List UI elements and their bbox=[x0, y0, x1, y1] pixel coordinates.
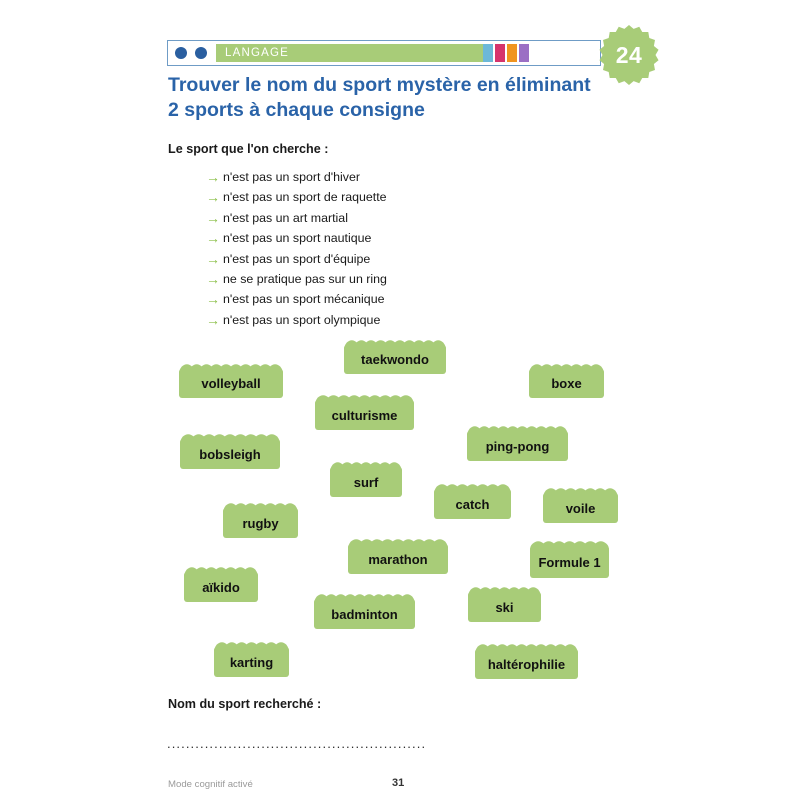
category-label: LANGAGE bbox=[225, 47, 290, 59]
sport-word-label: ski bbox=[495, 599, 514, 615]
page-title-line-2: 2 sports à chaque consigne bbox=[168, 99, 425, 121]
arrow-right-icon: → bbox=[206, 230, 220, 247]
arrow-right-icon: → bbox=[206, 189, 220, 206]
sport-word-card[interactable] bbox=[221, 506, 300, 540]
sport-word-label: taekwondo bbox=[361, 352, 429, 367]
clue-text: n'est pas un sport d'hiver bbox=[223, 170, 360, 184]
sport-word-label: boxe bbox=[551, 376, 582, 391]
header-bar bbox=[167, 40, 601, 66]
sport-word-card[interactable] bbox=[527, 367, 606, 400]
exercise-number: 24 bbox=[615, 41, 643, 68]
clue-item bbox=[206, 228, 606, 248]
arrow-right-icon: → bbox=[206, 209, 220, 226]
sport-word-card[interactable] bbox=[432, 487, 513, 521]
clue-item bbox=[206, 167, 606, 187]
clue-list bbox=[206, 167, 606, 330]
sport-word-label: voile bbox=[565, 500, 596, 516]
instruction-lead: Le sport que l'on cherche : bbox=[168, 142, 329, 156]
color-swatch-3 bbox=[519, 44, 529, 62]
clue-text: n'est pas un sport mécanique bbox=[223, 292, 385, 307]
sport-word-card[interactable] bbox=[541, 491, 620, 525]
footer-note: Mode cognitif activé bbox=[168, 779, 253, 790]
answer-prompt: Nom du sport recherché : bbox=[168, 697, 322, 711]
footer-page-number: 31 bbox=[392, 777, 405, 789]
answer-input-line[interactable]: ....................................................... bbox=[167, 736, 427, 751]
blue-dot-icon-2 bbox=[195, 47, 207, 59]
sport-word-label: aïkido bbox=[202, 579, 240, 595]
category-band bbox=[216, 44, 483, 62]
clue-text: ne se pratique pas sur un ring bbox=[223, 271, 387, 286]
sport-word-label: haltérophilie bbox=[487, 656, 566, 672]
page-title bbox=[168, 73, 628, 123]
arrow-right-icon: → bbox=[206, 250, 220, 267]
sport-word-card[interactable] bbox=[528, 544, 611, 580]
sport-word-label: Formule 1 bbox=[538, 554, 601, 570]
sport-word-card[interactable] bbox=[466, 590, 543, 624]
sport-word-label: karting bbox=[229, 654, 274, 670]
clue-item bbox=[206, 310, 606, 330]
clue-item bbox=[206, 187, 606, 207]
sport-word-card[interactable] bbox=[312, 597, 417, 631]
clue-text: n'est pas un sport de raquette bbox=[223, 190, 387, 205]
sport-word-label: culturisme bbox=[331, 407, 398, 423]
arrow-right-icon: → bbox=[206, 169, 220, 185]
sport-word-card[interactable] bbox=[465, 429, 570, 463]
sport-word-card[interactable] bbox=[177, 367, 285, 400]
sport-word-label: rugby bbox=[242, 515, 279, 531]
sport-word-label: surf bbox=[353, 474, 379, 490]
color-swatch-1 bbox=[495, 44, 505, 62]
sport-word-card[interactable] bbox=[328, 465, 404, 499]
color-swatch-2 bbox=[507, 44, 517, 62]
sport-word-card[interactable] bbox=[212, 645, 291, 679]
clue-text: n'est pas un sport olympique bbox=[223, 312, 381, 327]
clue-item bbox=[206, 208, 606, 228]
sport-word-card[interactable] bbox=[346, 542, 450, 576]
arrow-right-icon: → bbox=[206, 311, 220, 328]
clue-item bbox=[206, 289, 606, 309]
sport-word-label: bobsleigh bbox=[199, 446, 261, 462]
color-swatch-0 bbox=[483, 44, 493, 62]
page-title-line-1: Trouver le nom du sport mystère en éliminant bbox=[168, 74, 591, 96]
clue-text: n'est pas un art martial bbox=[223, 210, 348, 225]
sport-word-label: badminton bbox=[331, 606, 398, 622]
sport-word-card[interactable] bbox=[313, 398, 416, 432]
blue-dot-icon-1 bbox=[175, 47, 187, 59]
arrow-right-icon: → bbox=[206, 270, 220, 287]
sport-word-card[interactable] bbox=[182, 570, 260, 604]
sport-word-label: marathon bbox=[368, 551, 428, 567]
sport-word-card[interactable] bbox=[473, 647, 580, 681]
sport-word-card[interactable] bbox=[342, 343, 448, 376]
sport-word-label: ping-pong bbox=[485, 438, 550, 454]
clue-item bbox=[206, 249, 606, 269]
clue-text: n'est pas un sport d'équipe bbox=[223, 251, 371, 266]
clue-text: n'est pas un sport nautique bbox=[223, 231, 372, 246]
clue-item bbox=[206, 269, 606, 289]
sport-word-label: volleyball bbox=[201, 376, 261, 391]
sport-word-card[interactable] bbox=[178, 437, 282, 471]
arrow-right-icon: → bbox=[206, 291, 220, 308]
sport-word-label: catch bbox=[455, 496, 490, 512]
